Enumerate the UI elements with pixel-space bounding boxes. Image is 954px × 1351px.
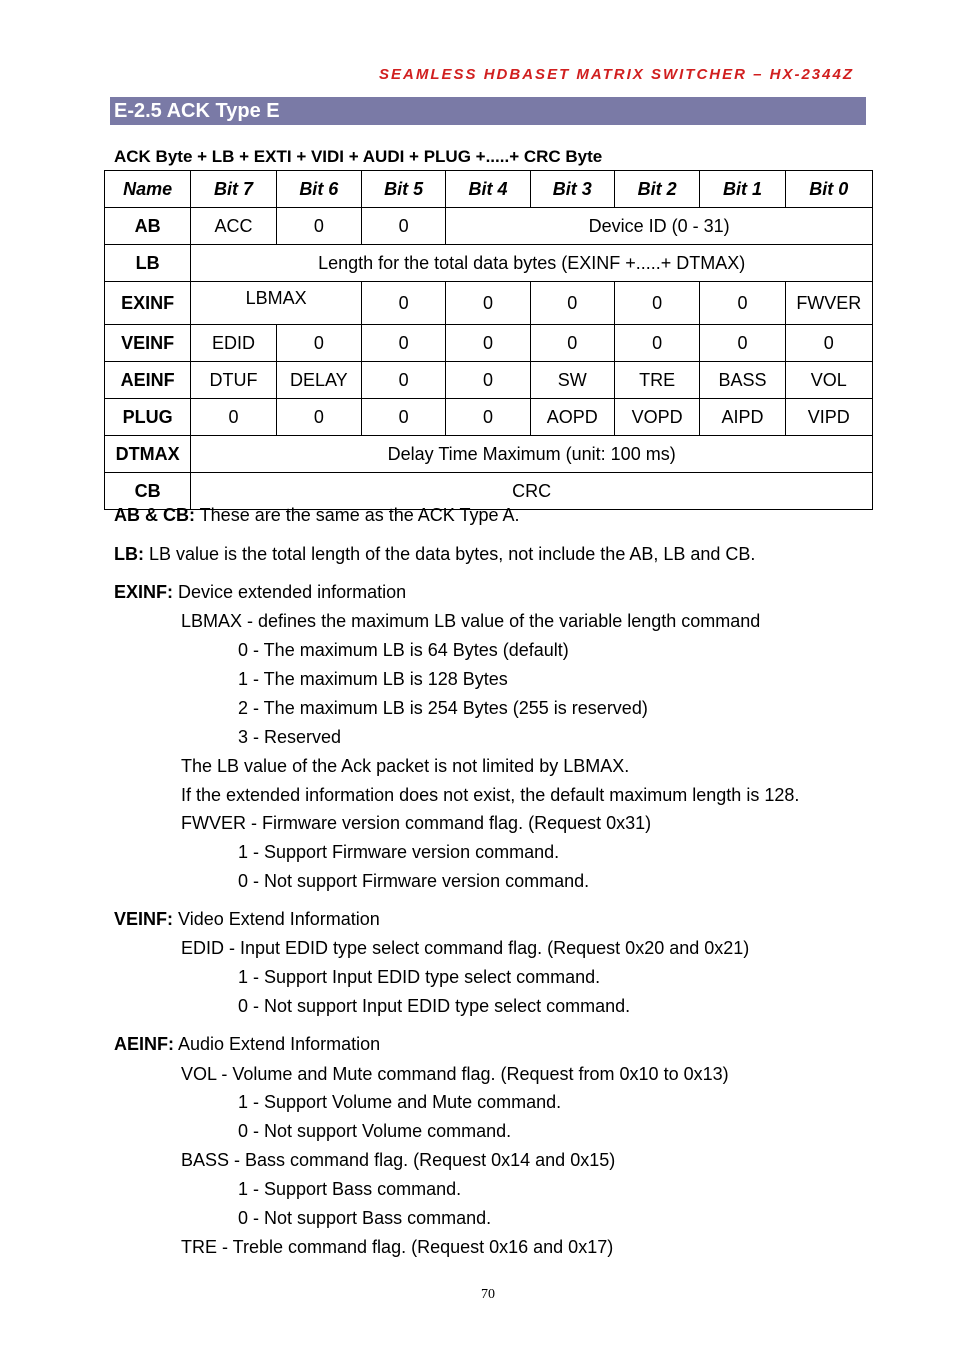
row-name: AEINF bbox=[105, 362, 191, 399]
page-number: 70 bbox=[481, 1287, 495, 1302]
text-line: If the extended information does not exist, the default maximum length is 128. bbox=[181, 785, 800, 805]
table-row bbox=[105, 399, 873, 436]
table-caption: ACK Byte + LB + EXTI + VIDI + AUDI + PLUG +.....+ CRC Byte bbox=[114, 147, 603, 166]
row-name: PLUG bbox=[105, 399, 191, 436]
term-text: Audio Extend Information bbox=[174, 1034, 381, 1054]
table-cell: 0 bbox=[276, 208, 361, 245]
table-cell: 0 bbox=[446, 325, 530, 362]
text-line: BASS - Bass command flag. (Request 0x14 and 0x15) bbox=[181, 1150, 616, 1170]
exinf-description bbox=[114, 582, 406, 603]
text-line: 3 - Reserved bbox=[238, 727, 342, 747]
text-line: 0 - Not support Input EDID type select command. bbox=[238, 996, 631, 1016]
table-cell: VOL bbox=[785, 362, 872, 399]
table-cell: 0 bbox=[700, 282, 785, 325]
header-cell: Bit 5 bbox=[361, 171, 445, 208]
header-cell: Name bbox=[105, 171, 191, 208]
text-line: 2 - The maximum LB is 254 Bytes (255 is reserved) bbox=[238, 698, 648, 718]
table-cell: 0 bbox=[530, 282, 614, 325]
table-cell: 0 bbox=[361, 282, 445, 325]
term-text: Device extended information bbox=[173, 582, 407, 602]
header-cell: Bit 3 bbox=[530, 171, 614, 208]
table-cell: 0 bbox=[361, 399, 445, 436]
table-row bbox=[105, 362, 873, 399]
table-cell: 0 bbox=[191, 399, 276, 436]
table-cell: SW bbox=[530, 362, 614, 399]
header-cell: Bit 1 bbox=[700, 171, 785, 208]
text-line: VOL - Volume and Mute command flag. (Request from 0x10 to 0x13) bbox=[181, 1064, 729, 1084]
header-cell: Bit 0 bbox=[785, 171, 872, 208]
term-text: These are the same as the ACK Type A. bbox=[195, 505, 520, 525]
text-line: TRE - Treble command flag. (Request 0x16 and 0x17) bbox=[181, 1237, 614, 1257]
term-label: AB & CB: bbox=[114, 505, 195, 525]
term-label: AEINF: bbox=[114, 1034, 174, 1054]
table-cell: LBMAX bbox=[191, 282, 362, 325]
row-name: VEINF bbox=[105, 325, 191, 362]
row-name: EXINF bbox=[105, 282, 191, 325]
table-cell: Length for the total data bytes (EXINF +.....+ DTMAX) bbox=[191, 245, 873, 282]
term-label: LB: bbox=[114, 544, 144, 564]
table-cell: Device ID (0 - 31) bbox=[446, 208, 873, 245]
table-row bbox=[105, 473, 873, 510]
table-cell: EDID bbox=[191, 325, 276, 362]
row-name: DTMAX bbox=[105, 436, 191, 473]
table-cell: 0 bbox=[361, 362, 445, 399]
table-cell: 0 bbox=[614, 325, 699, 362]
table-row bbox=[105, 245, 873, 282]
text-line: 0 - Not support Firmware version command. bbox=[238, 871, 590, 891]
text-line: EDID - Input EDID type select command flag. (Request 0x20 and 0x21) bbox=[181, 938, 750, 958]
table-cell: DTUF bbox=[191, 362, 276, 399]
table-cell: ACC bbox=[191, 208, 276, 245]
table-cell: AOPD bbox=[530, 399, 614, 436]
table-cell: TRE bbox=[614, 362, 699, 399]
term-text: LB value is the total length of the data bytes, not include the AB, LB and CB. bbox=[144, 544, 756, 564]
text-line: LBMAX - defines the maximum LB value of the variable length command bbox=[181, 611, 761, 631]
table-row bbox=[105, 282, 873, 325]
header-cell: Bit 2 bbox=[614, 171, 699, 208]
term-label: EXINF: bbox=[114, 582, 174, 602]
table-cell: CRC bbox=[191, 473, 873, 510]
row-name: AB bbox=[105, 208, 191, 245]
row-name: CB bbox=[105, 473, 191, 510]
term-label: VEINF: bbox=[114, 909, 174, 929]
text-line: 0 - Not support Volume command. bbox=[238, 1121, 512, 1141]
table-cell: AIPD bbox=[700, 399, 785, 436]
text-line: 1 - Support Volume and Mute command. bbox=[238, 1092, 562, 1112]
text-line: FWVER - Firmware version command flag. (Request 0x31) bbox=[181, 813, 652, 833]
term-text: Video Extend Information bbox=[173, 909, 380, 929]
table-row bbox=[105, 208, 873, 245]
table-cell: FWVER bbox=[785, 282, 872, 325]
table-cell: BASS bbox=[700, 362, 785, 399]
ab-cb-description bbox=[114, 505, 520, 526]
header-cell: Bit 4 bbox=[446, 171, 530, 208]
section-title: E-2.5 ACK Type E bbox=[110, 97, 866, 125]
table-cell: 0 bbox=[276, 399, 361, 436]
table-cell: 0 bbox=[785, 325, 872, 362]
text-line: 0 - Not support Bass command. bbox=[238, 1208, 492, 1228]
text-line: 1 - The maximum LB is 128 Bytes bbox=[238, 669, 508, 689]
veinf-description bbox=[114, 909, 380, 930]
header-cell: Bit 6 bbox=[276, 171, 361, 208]
header-cell: Bit 7 bbox=[191, 171, 276, 208]
table-cell: 0 bbox=[361, 325, 445, 362]
document-header: SEAMLESS HDBASET MATRIX SWITCHER – HX-2344Z bbox=[379, 66, 854, 83]
lb-description bbox=[114, 544, 755, 565]
text-line: 0 - The maximum LB is 64 Bytes (default) bbox=[238, 640, 569, 660]
table-cell: 0 bbox=[446, 362, 530, 399]
aeinf-description bbox=[114, 1034, 380, 1055]
table-cell: 0 bbox=[446, 282, 530, 325]
table-cell: 0 bbox=[700, 325, 785, 362]
table-cell: 0 bbox=[530, 325, 614, 362]
table-cell: VIPD bbox=[785, 399, 872, 436]
table-cell: 0 bbox=[446, 399, 530, 436]
row-name: LB bbox=[105, 245, 191, 282]
ack-type-e-table bbox=[104, 170, 873, 510]
table-row bbox=[105, 436, 873, 473]
text-line: The LB value of the Ack packet is not limited by LBMAX. bbox=[181, 756, 630, 776]
text-line: 1 - Support Bass command. bbox=[238, 1179, 462, 1199]
table-row bbox=[105, 325, 873, 362]
table-cell: 0 bbox=[614, 282, 699, 325]
text-line: 1 - Support Input EDID type select command. bbox=[238, 967, 601, 987]
table-cell: DELAY bbox=[276, 362, 361, 399]
text-line: 1 - Support Firmware version command. bbox=[238, 842, 560, 862]
header-row bbox=[105, 171, 873, 208]
table-cell: Delay Time Maximum (unit: 100 ms) bbox=[191, 436, 873, 473]
table-cell: 0 bbox=[361, 208, 445, 245]
table-cell: 0 bbox=[276, 325, 361, 362]
table-cell: VOPD bbox=[614, 399, 699, 436]
